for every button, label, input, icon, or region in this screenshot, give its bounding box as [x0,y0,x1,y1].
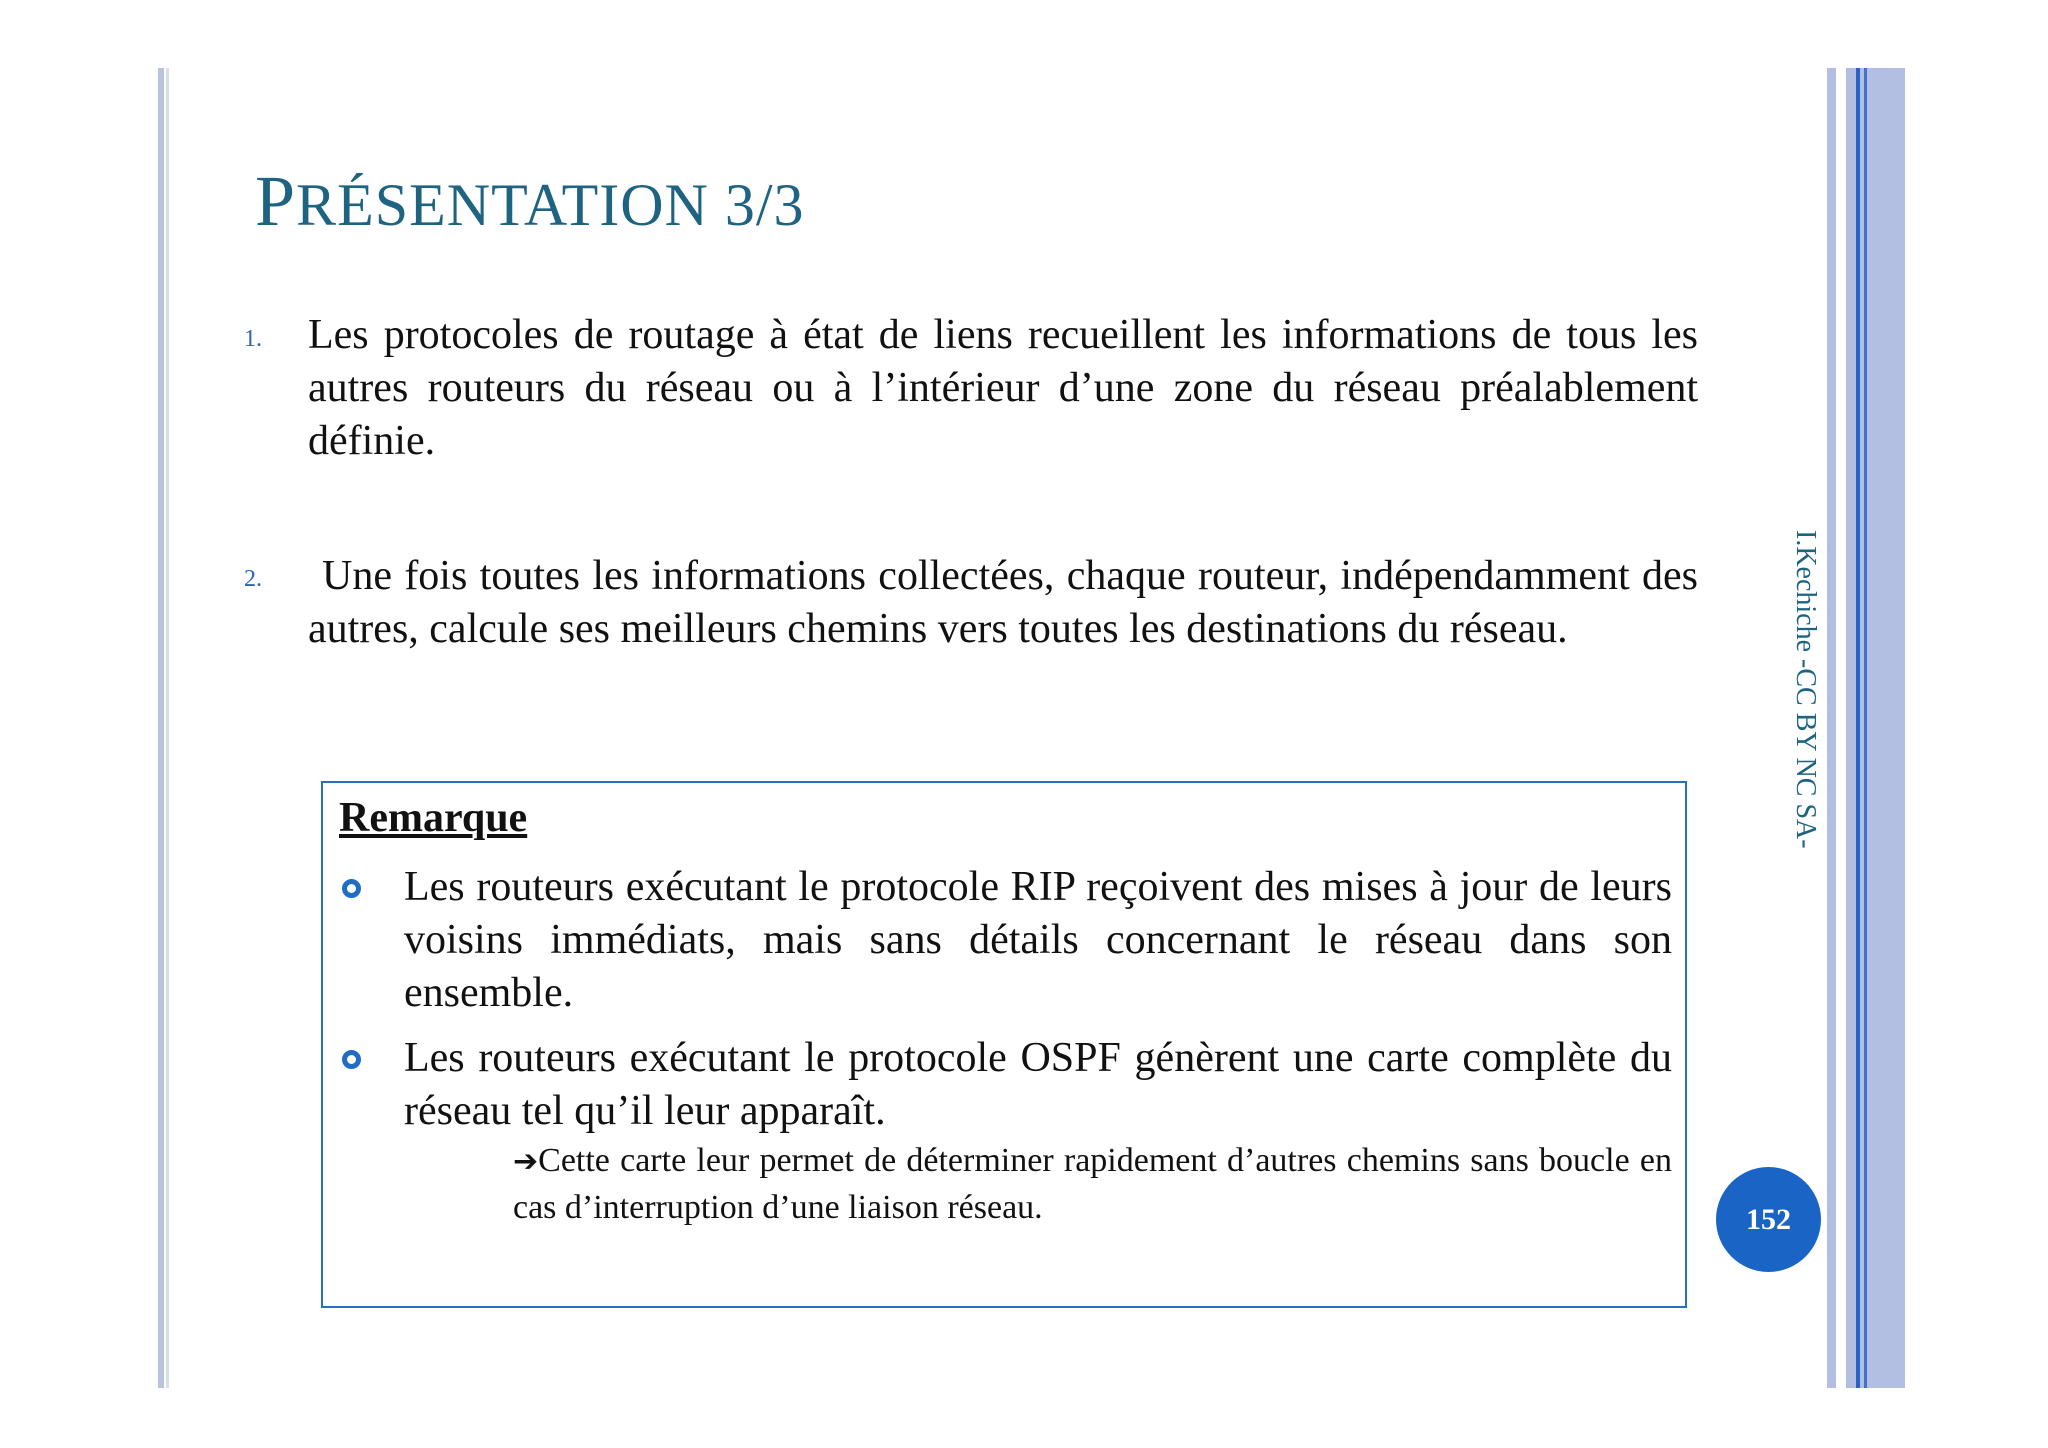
page-number-badge [1716,1167,1821,1272]
remark-conclusion-text: Cette carte leur permet de déterminer rapidement d’autres chemins sans boucle en cas d’interruption d’une liaison réseau. [513,1142,1672,1226]
author-credit: I.Kechiche -CC BY NC SA- [1790,530,1821,849]
slide-title-initial: P [255,161,297,241]
item-text: Une fois toutes les informations collectées, chaque routeur, indépendamment des autres, calcule ses meilleurs chemins vers toutes les destinations du réseau. [308,553,1698,652]
remark-bullet-text: Les routeurs exécutant le protocole RIP reçoivent des mises à jour de leurs voisins immédiats, mais sans détails concernant le réseau dans son ensemble. [404,864,1672,1016]
left-decorative-bar [158,68,164,1388]
item-number: 2. [244,566,262,592]
remark-title: Remarque [339,795,528,841]
slide-title-rest: RÉSENTATION 3/3 [296,172,805,238]
page-number: 152 [1746,1202,1791,1236]
bullet-circle-icon [342,879,361,898]
left-decorative-bar-thin [166,68,169,1388]
bullet-circle-icon [342,1050,361,1069]
right-decorative-bar [1827,68,1836,1388]
right-decorative-bar [1846,68,1856,1388]
item-number: 1. [244,326,262,352]
item-text: Les protocoles de routage à état de liens recueillent les informations de tous les autres routeurs du réseau ou à l’intérieur d’une zone du réseau préalablement définie. [308,312,1698,464]
arrow-right-icon: ➔ [513,1144,539,1179]
right-decorative-bar [1867,68,1905,1388]
remark-conclusion [513,1138,1672,1231]
remark-bullet-text: Les routeurs exécutant le protocole OSPF génèrent une carte complète du réseau tel qu’il leur apparaît. [404,1035,1672,1134]
slide-title [255,160,805,243]
